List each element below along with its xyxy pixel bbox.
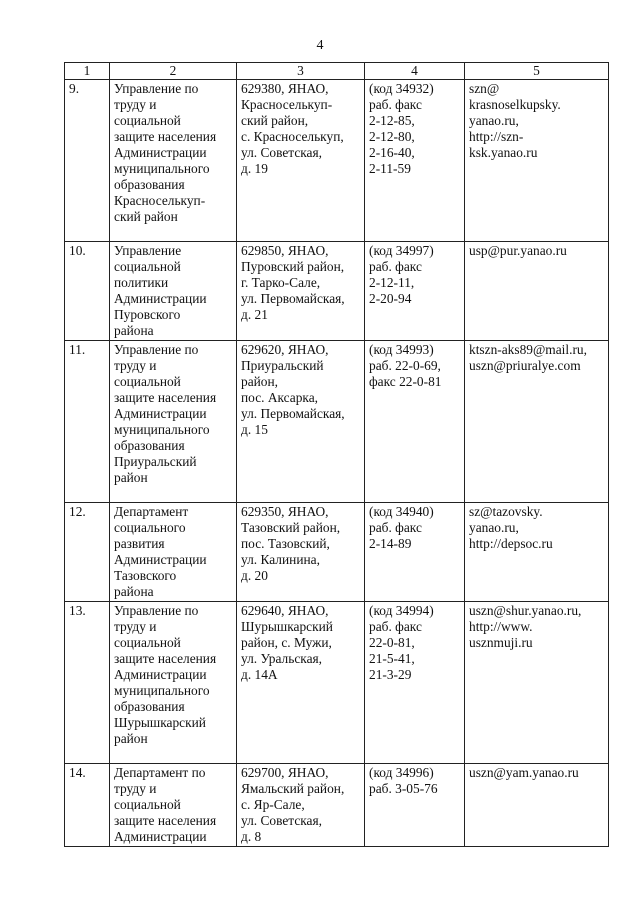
column-header-5: 5 <box>465 63 609 80</box>
column-header-2: 2 <box>110 63 237 80</box>
organization-name: Департамент по труду и социальной защите населения Администрации <box>110 764 237 847</box>
phone-fax: (код 34993) раб. 22-0-69, факс 22-0-81 <box>365 341 465 503</box>
postal-address: 629380, ЯНАО, Красноселькуп- ский район, с. Красноселькуп, ул. Советская, д. 19 <box>237 80 365 242</box>
postal-address: 629850, ЯНАО, Пуровский район, г. Тарко-Сале, ул. Первомайская, д. 21 <box>237 242 365 341</box>
column-header-3: 3 <box>237 63 365 80</box>
postal-address: 629640, ЯНАО, Шурышкарский район, с. Мужи, ул. Уральская, д. 14А <box>237 602 365 764</box>
phone-fax: (код 34940) раб. факс 2-14-89 <box>365 503 465 602</box>
organization-name: Управление по труду и социальной защите населения Администрации муниципального образования Приуральский район <box>110 341 237 503</box>
table-row <box>65 341 609 503</box>
row-number: 14. <box>65 764 110 847</box>
postal-address: 629620, ЯНАО, Приуральский район, пос. Аксарка, ул. Первомайская, д. 15 <box>237 341 365 503</box>
column-header-1: 1 <box>65 63 110 80</box>
phone-fax: (код 34996) раб. 3-05-76 <box>365 764 465 847</box>
email-website: sz@tazovsky. yanao.ru, http://depsoc.ru <box>465 503 609 602</box>
contacts-table <box>64 62 609 847</box>
table-row <box>65 242 609 341</box>
row-number: 10. <box>65 242 110 341</box>
table-row <box>65 80 609 242</box>
organization-name: Управление по труду и социальной защите населения Администрации муниципального образования Шурышкарский район <box>110 602 237 764</box>
phone-fax: (код 34997) раб. факс 2-12-11, 2-20-94 <box>365 242 465 341</box>
row-number: 9. <box>65 80 110 242</box>
header-row <box>65 63 609 80</box>
email-website: ktszn-aks89@mail.ru, uszn@priuralye.com <box>465 341 609 503</box>
row-number: 11. <box>65 341 110 503</box>
row-number: 13. <box>65 602 110 764</box>
organization-name: Управление социальной политики Администрации Пуровского района <box>110 242 237 341</box>
table-row <box>65 503 609 602</box>
row-number: 12. <box>65 503 110 602</box>
organization-name: Департамент социального развития Администрации Тазовского района <box>110 503 237 602</box>
phone-fax: (код 34932) раб. факс 2-12-85, 2-12-80, 2-16-40, 2-11-59 <box>365 80 465 242</box>
email-website: usp@pur.yanao.ru <box>465 242 609 341</box>
phone-fax: (код 34994) раб. факс 22-0-81, 21-5-41, 21-3-29 <box>365 602 465 764</box>
column-header-4: 4 <box>365 63 465 80</box>
email-website: szn@ krasnoselkupsky. yanao.ru, http://szn- ksk.yanao.ru <box>465 80 609 242</box>
table-row <box>65 764 609 847</box>
page-number: 4 <box>316 38 324 53</box>
email-website: uszn@shur.yanao.ru, http://www. usznmuji.ru <box>465 602 609 764</box>
postal-address: 629700, ЯНАО, Ямальский район, с. Яр-Сале, ул. Советская, д. 8 <box>237 764 365 847</box>
email-website: uszn@yam.yanao.ru <box>465 764 609 847</box>
organization-name: Управление по труду и социальной защите населения Администрации муниципального образования Красноселькуп- ский район <box>110 80 237 242</box>
postal-address: 629350, ЯНАО, Тазовский район, пос. Тазовский, ул. Калинина, д. 20 <box>237 503 365 602</box>
table-row <box>65 602 609 764</box>
